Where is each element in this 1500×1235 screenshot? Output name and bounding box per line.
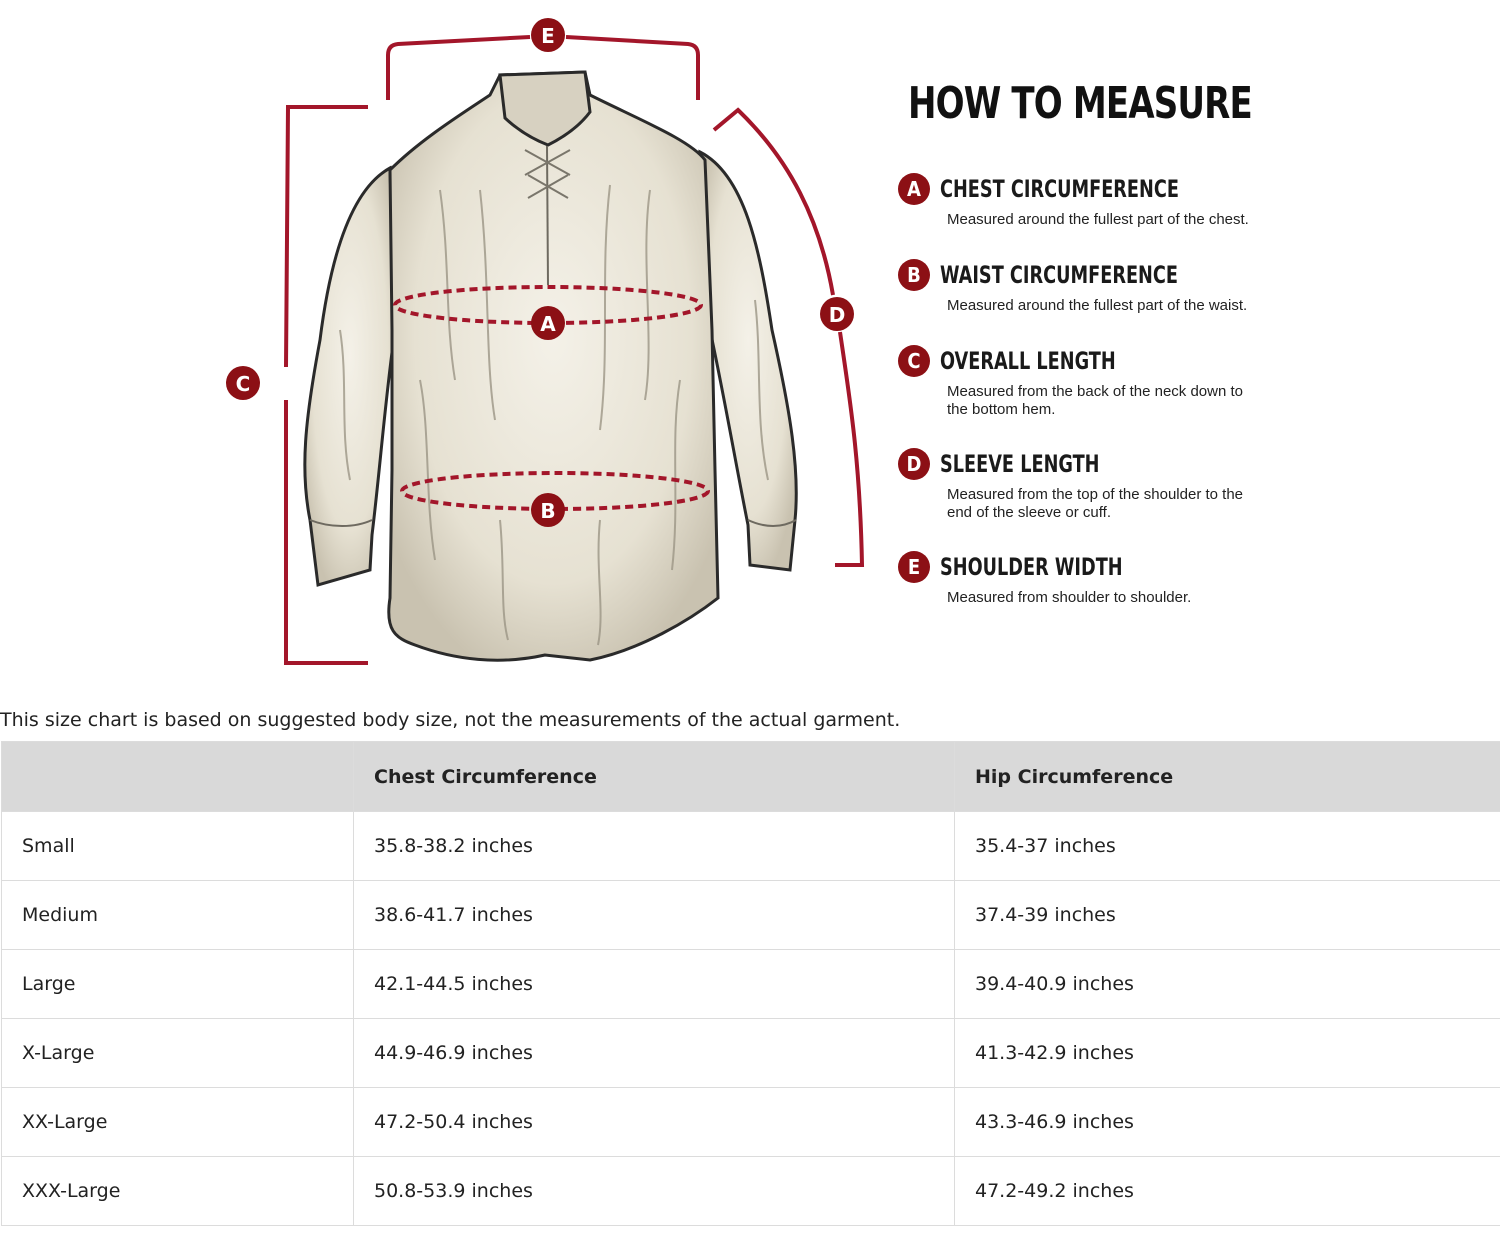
size-cell: Large — [2, 950, 354, 1019]
hip-cell: 41.3-42.9 inches — [955, 1019, 1500, 1088]
measure-heading: OVERALL LENGTH — [940, 347, 1116, 375]
badge-d: D — [898, 448, 930, 480]
chest-cell: 38.6-41.7 inches — [354, 881, 955, 950]
measure-heading: SLEEVE LENGTH — [940, 450, 1100, 478]
badge-b: B — [898, 259, 930, 291]
hip-cell: 47.2-49.2 inches — [955, 1157, 1500, 1226]
marker-e — [531, 18, 565, 52]
marker-d-label: D — [828, 303, 846, 327]
size-cell: Small — [2, 812, 354, 881]
measure-description: Measured from shoulder to shoulder. — [947, 589, 1192, 606]
chest-cell: 47.2-50.4 inches — [354, 1088, 955, 1157]
table-row — [2, 812, 1500, 881]
header-size — [2, 742, 354, 812]
badge-c: C — [898, 345, 930, 377]
hip-cell: 43.3-46.9 inches — [955, 1088, 1500, 1157]
badge-a: A — [898, 173, 930, 205]
measure-description: Measured around the fullest part of the waist. — [947, 297, 1248, 314]
size-cell: XXX-Large — [2, 1157, 354, 1226]
table-row — [2, 1157, 1500, 1226]
marker-d — [820, 297, 854, 331]
marker-e-label: E — [541, 24, 555, 48]
header-hip: Hip Circumference — [955, 742, 1500, 812]
chest-cell: 42.1-44.5 inches — [354, 950, 955, 1019]
table-row — [2, 950, 1500, 1019]
size-cell: Medium — [2, 881, 354, 950]
measure-heading: CHEST CIRCUMFERENCE — [940, 175, 1179, 203]
measure-description: Measured from the top of the shoulder to the end of the sleeve or cuff. — [947, 486, 1244, 521]
chest-cell: 44.9-46.9 inches — [354, 1019, 955, 1088]
hip-cell: 39.4-40.9 inches — [955, 950, 1500, 1019]
marker-c-label: C — [235, 372, 251, 396]
header-chest: Chest Circumference — [354, 742, 955, 812]
table-row — [2, 881, 1500, 950]
chest-cell: 50.8-53.9 inches — [354, 1157, 955, 1226]
shirt-illustration — [305, 72, 796, 660]
marker-c — [226, 366, 260, 400]
chest-cell: 35.8-38.2 inches — [354, 812, 955, 881]
table-header-row — [2, 742, 1500, 812]
measure-description: Measured from the back of the neck down to the bottom hem. — [947, 383, 1243, 418]
hip-cell: 37.4-39 inches — [955, 881, 1500, 950]
size-table — [1, 741, 1500, 1226]
measure-heading: WAIST CIRCUMFERENCE — [940, 261, 1178, 289]
hip-cell: 35.4-37 inches — [955, 812, 1500, 881]
table-row — [2, 1019, 1500, 1088]
size-chart-note: This size chart is based on suggested body size, not the measurements of the actual garment. — [0, 709, 901, 731]
size-cell: X-Large — [2, 1019, 354, 1088]
marker-a — [531, 306, 565, 340]
marker-b-label: B — [540, 499, 556, 523]
marker-b — [531, 493, 565, 527]
measure-heading: SHOULDER WIDTH — [940, 553, 1123, 581]
size-cell: XX-Large — [2, 1088, 354, 1157]
marker-a-label: A — [540, 312, 556, 336]
table-row — [2, 1088, 1500, 1157]
badge-e: E — [898, 551, 930, 583]
how-to-measure-title: HOW TO MEASURE — [908, 78, 1252, 129]
measure-description: Measured around the fullest part of the chest. — [947, 211, 1249, 228]
